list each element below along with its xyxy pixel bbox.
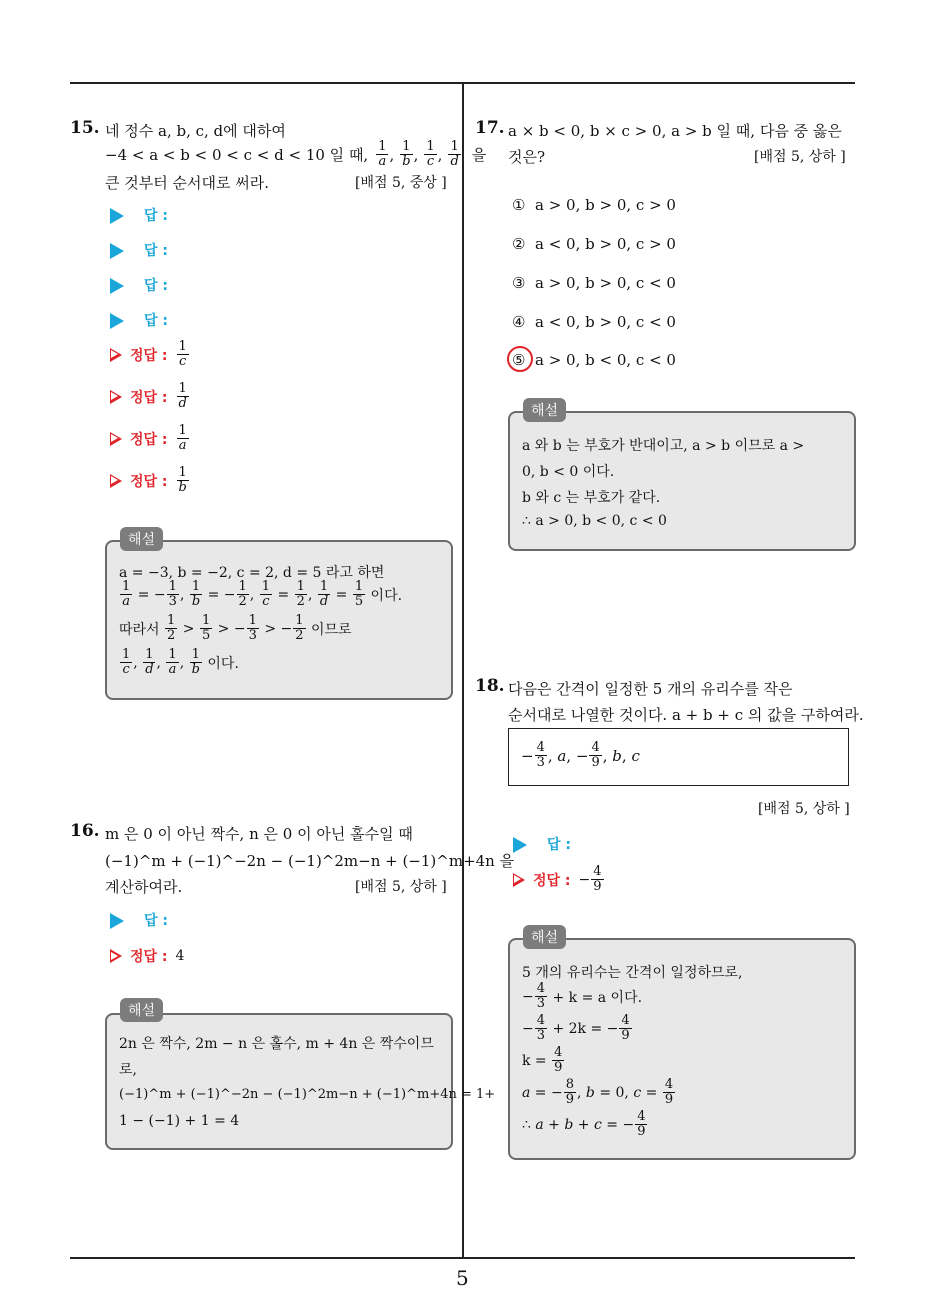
- q15-expl-line3-pre: 따라서: [119, 621, 160, 638]
- q15-correct-value-2: $\frac{1}{d}$: [178, 381, 187, 411]
- q16-line2: (−1)^m + (−1)^−2n − (−1)^2m−n + (−1)^m+4n 을: [105, 852, 515, 870]
- q15-correct-3: [110, 424, 190, 453]
- q17-score: [배점 5, 상하 ]: [754, 149, 846, 165]
- q15-expl-line2: $\frac{1}{a}$ = − $\frac{1}{3}$ , $\frac{1}{b}$ = − $\frac{1}{2}$ , $\frac{1}{c}$ = $\frac{1}{2}$ , $\frac{1}{d}$ = $\frac{1}{5}$ 이다.: [122, 579, 403, 609]
- correct-arrow-icon: [110, 348, 122, 362]
- q18-expl-line2: − $\frac{4}{3}$ + k = a 이다.: [522, 981, 643, 1011]
- q15-expl-line4: $\frac{1}{c}$ , $\frac{1}{d}$ , $\frac{1}{a}$ , $\frac{1}{b}$ 이다.: [122, 647, 239, 677]
- q15-number: 15.: [70, 118, 100, 138]
- answer-label: 답 :: [144, 313, 168, 329]
- q17-expl-line3: b 와 c 는 부호가 같다.: [522, 490, 661, 506]
- answer-arrow-icon: [110, 243, 124, 259]
- q15-frac-1a: $\frac{1}{a}$: [378, 139, 387, 169]
- q15-expl-line2-end: 이다.: [370, 587, 403, 604]
- q18-answer[interactable]: [513, 834, 571, 854]
- correct-label: 정답 :: [130, 473, 168, 490]
- q16-answer[interactable]: [110, 910, 168, 930]
- q15-explanation-tag: 해설: [120, 527, 163, 551]
- q15-explanation-box: [105, 540, 453, 700]
- correct-label: 정답 :: [130, 347, 168, 364]
- q18-expl-line6: ∴ a + b + c = − $\frac{4}{9}$: [522, 1109, 646, 1139]
- option-text: a < 0, b > 0, c > 0: [535, 235, 676, 253]
- correct-arrow-icon: [110, 432, 122, 446]
- q18-line2: 순서대로 나열한 것이다. a + b + c 의 값을 구하여라.: [508, 706, 864, 724]
- option-mark: ④: [512, 313, 526, 331]
- q15-expl-line3-end: 이므로: [311, 621, 352, 638]
- correct-label: 정답 :: [130, 949, 168, 965]
- q16-expl-line1: 2n 은 짝수, 2m − n 은 홀수, m + 4n 은 짝수이므: [119, 1036, 434, 1052]
- q15-line3: 큰 것부터 순서대로 써라.: [105, 174, 269, 192]
- answer-label: 답 :: [144, 243, 168, 259]
- q16-correct: [110, 946, 184, 966]
- q17-expl-line4: ∴ a > 0, b < 0, c < 0: [522, 513, 667, 529]
- q15-line2-post: 을: [471, 146, 487, 164]
- answer-label: 답 :: [547, 837, 571, 853]
- q16-correct-value: 4: [175, 948, 185, 964]
- q17-explanation-box: [508, 411, 856, 551]
- q18-correct-value: − $\frac{4}{9}$: [578, 864, 602, 894]
- q16-explanation-box: [105, 1013, 496, 1150]
- q16-explanation-tag: 해설: [120, 998, 163, 1022]
- column-divider: [462, 82, 464, 1258]
- q15-expl-line4-end: 이다.: [207, 655, 239, 672]
- q15-frac-1b: $\frac{1}{b}$: [402, 139, 411, 169]
- q18-expl-line5: a = − $\frac{8}{9}$ , b = 0, c = $\frac{4}{9}$: [522, 1077, 674, 1107]
- q18-sequence-box: [508, 728, 849, 786]
- q17-line1: a × b < 0, b × c > 0, a > b 일 때, 다음 중 옳은: [508, 122, 842, 140]
- q15-score: [배점 5, 중상 ]: [355, 175, 447, 191]
- q15-answer-3[interactable]: [110, 275, 168, 295]
- q17-option-4[interactable]: [512, 313, 676, 331]
- option-text: a < 0, b > 0, c < 0: [535, 313, 676, 331]
- q15-answer-2[interactable]: [110, 240, 168, 260]
- q17-expl-line2: 0, b < 0 이다.: [522, 464, 615, 480]
- q17-option-3[interactable]: [512, 274, 676, 292]
- q15-answer-1[interactable]: [110, 205, 168, 225]
- answer-arrow-icon: [110, 208, 124, 224]
- q18-expl-line3-text: + 2k = −: [552, 1020, 619, 1037]
- q15-line2: −4 < a < b < 0 < c < d < 10 일 때, $\frac{1}{a}$ , $\frac{1}{b}$ , $\frac{1}{c}$ , $\frac{1}{d}$ 을: [105, 139, 487, 169]
- q16-expl-line4: 1 − (−1) + 1 = 4: [119, 1113, 240, 1129]
- q16-line1: m 은 0 이 아닌 짝수, n 은 0 이 아닌 홀수일 때: [105, 825, 413, 843]
- answer-arrow-icon: [110, 913, 124, 929]
- q18-expl-line4-text: k =: [522, 1052, 547, 1069]
- answer-label: 답 :: [144, 913, 168, 929]
- answer-arrow-icon: [110, 278, 124, 294]
- q15-correct-value-1: $\frac{1}{c}$: [178, 339, 187, 369]
- q15-correct-1: [110, 340, 190, 369]
- q17-selected-circle-icon: [507, 346, 533, 372]
- q18-explanation-tag: 해설: [523, 925, 566, 949]
- q17-expl-line1: a 와 b 는 부호가 반대이고, a > b 이므로 a >: [522, 438, 805, 454]
- correct-arrow-icon: [110, 949, 122, 963]
- q15-correct-value-4: $\frac{1}{b}$: [178, 465, 187, 495]
- q15-expl-line1: a = −3, b = −2, c = 2, d = 5 라고 하면: [119, 565, 385, 581]
- option-text: a > 0, b > 0, c > 0: [535, 196, 676, 214]
- correct-label: 정답 :: [533, 872, 571, 889]
- answer-arrow-icon: [110, 313, 124, 329]
- q17-option-2[interactable]: [512, 235, 676, 253]
- q15-expl-line3: 따라서 $\frac{1}{2}$ > $\frac{1}{5}$ > − $\frac{1}{3}$ > − $\frac{1}{2}$ 이므로: [119, 613, 352, 643]
- answer-arrow-icon: [513, 837, 527, 853]
- page-number: 5: [456, 1266, 469, 1290]
- q16-expl-line3: (−1)^m + (−1)^−2n − (−1)^2m−n + (−1)^m+4n = 1+: [119, 1087, 496, 1102]
- correct-arrow-icon: [110, 390, 122, 404]
- option-text: a > 0, b < 0, c < 0: [535, 351, 676, 369]
- option-mark: ⑤: [512, 351, 526, 369]
- option-text: a > 0, b > 0, c < 0: [535, 274, 676, 292]
- q18-number: 18.: [475, 676, 505, 696]
- q18-expl-line4: k = $\frac{4}{9}$: [522, 1045, 563, 1075]
- q17-option-1[interactable]: [512, 196, 676, 214]
- option-mark: ①: [512, 196, 526, 214]
- correct-arrow-icon: [110, 474, 122, 488]
- q15-line2-text: −4 < a < b < 0 < c < d < 10 일 때,: [105, 146, 369, 164]
- answer-label: 답 :: [144, 278, 168, 294]
- answer-label: 답 :: [144, 208, 168, 224]
- q16-number: 16.: [70, 821, 100, 841]
- q17-option-5[interactable]: [512, 351, 676, 369]
- q18-expl-line1: 5 개의 유리수는 간격이 일정하므로,: [522, 965, 743, 981]
- option-mark: ③: [512, 274, 526, 292]
- correct-label: 정답 :: [130, 389, 168, 406]
- q18-sequence: − $\frac{4}{3}$ , a , − $\frac{4}{9}$ , b , c: [521, 740, 640, 770]
- q18-expl-line3: − $\frac{4}{3}$ + 2k = − $\frac{4}{9}$: [522, 1013, 630, 1043]
- option-mark: ②: [512, 235, 526, 253]
- q17-number: 17.: [475, 118, 505, 138]
- q15-frac-1d: $\frac{1}{d}$: [450, 139, 459, 169]
- q18-score: [배점 5, 상하 ]: [758, 801, 850, 817]
- q16-score: [배점 5, 상하 ]: [355, 879, 447, 895]
- q18-correct: [513, 865, 605, 894]
- correct-label: 정답 :: [130, 431, 168, 448]
- q17-explanation-tag: 해설: [523, 398, 566, 422]
- q18-expl-line2-end: + k = a 이다.: [552, 989, 643, 1006]
- q16-expl-line2: 로,: [119, 1062, 137, 1078]
- q15-frac-1c: $\frac{1}{c}$: [426, 139, 435, 169]
- q15-correct-value-3: $\frac{1}{a}$: [178, 423, 187, 453]
- q15-correct-2: [110, 382, 190, 411]
- q15-answer-4[interactable]: [110, 310, 168, 330]
- q15-line1: 네 정수 a, b, c, d에 대하여: [105, 122, 286, 140]
- q16-line3: 계산하여라.: [105, 878, 183, 896]
- correct-arrow-icon: [513, 873, 525, 887]
- q17-line2: 것은?: [508, 148, 546, 166]
- q18-explanation-box: [508, 938, 856, 1160]
- q15-correct-4: [110, 466, 190, 495]
- q18-line1: 다음은 간격이 일정한 5 개의 유리수를 작은: [508, 680, 793, 698]
